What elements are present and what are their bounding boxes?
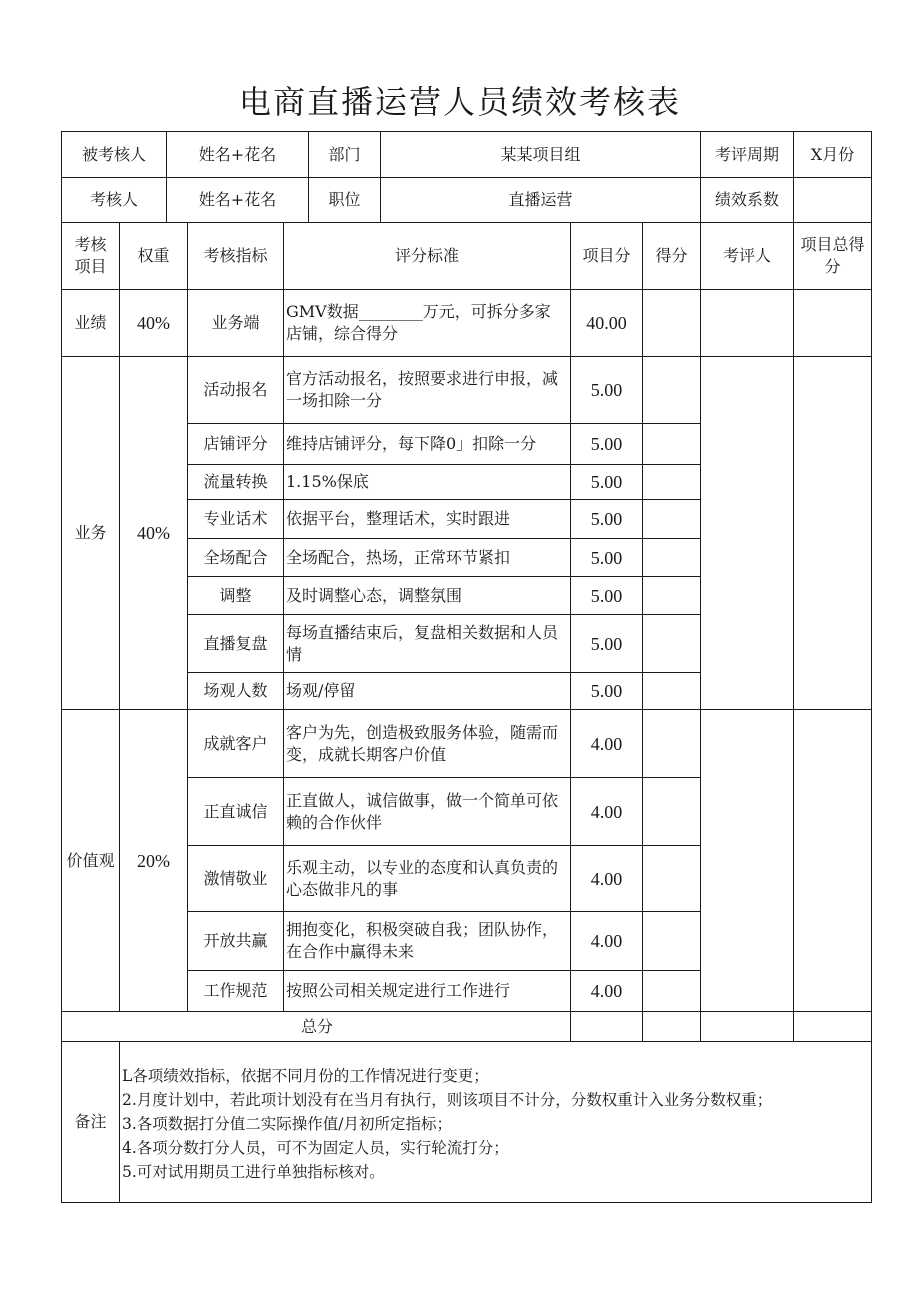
- section-weight: 40%: [119, 356, 188, 710]
- total-project-score: [793, 1011, 872, 1042]
- indicator-cell: 场观人数: [187, 672, 284, 710]
- position-value: 直播运营: [380, 177, 701, 223]
- standard-cell: 正直做人，诚信做事，做一个简单可依赖的合作伙伴: [283, 777, 571, 846]
- item-score-cell: 40.00: [570, 289, 643, 357]
- total-reviewer: [700, 1011, 794, 1042]
- assessor-name: 姓名+花名: [166, 177, 309, 223]
- score-cell: [642, 464, 701, 500]
- item-score-cell: 4.00: [570, 777, 643, 846]
- item-score-cell: 4.00: [570, 970, 643, 1012]
- notes-label: 备注: [61, 1041, 120, 1203]
- coef-value: [793, 177, 872, 223]
- standard-cell: 按照公司相关规定进行工作进行: [283, 970, 571, 1012]
- standard-cell: 客户为先，创造极致服务体验，随需而变，成就长期客户价值: [283, 709, 571, 778]
- standard-cell: 维持店铺评分，每下降0」扣除一分: [283, 423, 571, 465]
- score-cell: [642, 538, 701, 577]
- note-line: 5.可对试用期员工进行单独指标核对。: [122, 1163, 385, 1181]
- indicator-cell: 成就客户: [187, 709, 284, 778]
- standard-cell: 1.15%保底: [283, 464, 571, 500]
- period-value: X月份: [793, 131, 872, 178]
- col-total-score: 项目总得分: [793, 222, 872, 290]
- item-score-cell: 4.00: [570, 845, 643, 912]
- dept-value: 某某项目组: [380, 131, 701, 178]
- total-item-score: [570, 1011, 643, 1042]
- standard-cell: 场观/停留: [283, 672, 571, 710]
- total-score-cell: [793, 709, 872, 1012]
- section-weight: 40%: [119, 289, 188, 357]
- indicator-cell: 流量转换: [187, 464, 284, 500]
- col-item-score: 项目分: [570, 222, 643, 290]
- standard-cell: 官方活动报名，按照要求进行申报，减一场扣除一分: [283, 356, 571, 424]
- indicator-cell: 开放共赢: [187, 911, 284, 971]
- standard-cell: 全场配合，热场，正常环节紧扣: [283, 538, 571, 577]
- label-period: 考评周期: [700, 131, 794, 178]
- indicator-cell: 店铺评分: [187, 423, 284, 465]
- item-score-cell: 5.00: [570, 499, 643, 539]
- label-coef: 绩效系数: [700, 177, 794, 223]
- item-score-cell: 5.00: [570, 614, 643, 673]
- item-score-cell: 4.00: [570, 911, 643, 971]
- col-weight: 权重: [119, 222, 188, 290]
- reviewer-cell: [700, 289, 794, 357]
- standard-cell: 拥抱变化，积极突破自我；团队协作，在合作中赢得未来: [283, 911, 571, 971]
- item-score-cell: 5.00: [570, 672, 643, 710]
- section-weight: 20%: [119, 709, 188, 1012]
- score-cell: [642, 614, 701, 673]
- assessee-name: 姓名+花名: [166, 131, 309, 178]
- score-cell: [642, 911, 701, 971]
- indicator-cell: 全场配合: [187, 538, 284, 577]
- indicator-cell: 专业话术: [187, 499, 284, 539]
- score-cell: [642, 576, 701, 615]
- col-score: 得分: [642, 222, 701, 290]
- indicator-cell: 调整: [187, 576, 284, 615]
- score-cell: [642, 777, 701, 846]
- score-cell: [642, 356, 701, 424]
- score-cell: [642, 423, 701, 465]
- item-score-cell: 5.00: [570, 356, 643, 424]
- label-dept: 部门: [308, 131, 381, 178]
- score-cell: [642, 970, 701, 1012]
- standard-cell: 每场直播结束后，复盘相关数据和人员情: [283, 614, 571, 673]
- indicator-cell: 工作规范: [187, 970, 284, 1012]
- item-score-cell: 5.00: [570, 576, 643, 615]
- item-score-cell: 5.00: [570, 423, 643, 465]
- indicator-cell: 激情敬业: [187, 845, 284, 912]
- reviewer-cell: [700, 356, 794, 710]
- item-score-cell: 4.00: [570, 709, 643, 778]
- total-score: [642, 1011, 701, 1042]
- section-name: 业务: [61, 356, 120, 710]
- page-title: 电商直播运营人员绩效考核表: [238, 83, 681, 121]
- col-item: 考核项目: [61, 222, 120, 290]
- note-line: 4.各项分数打分人员，可不为固定人员，实行轮流打分；: [122, 1139, 509, 1157]
- score-cell: [642, 845, 701, 912]
- section-name: 价值观: [61, 709, 120, 1012]
- total-score-cell: [793, 289, 872, 357]
- col-reviewer: 考评人: [700, 222, 794, 290]
- note-line: L各项绩效指标，依据不同月份的工作情况进行变更；: [122, 1067, 489, 1085]
- indicator-cell: 正直诚信: [187, 777, 284, 846]
- section-name: 业绩: [61, 289, 120, 357]
- score-cell: [642, 499, 701, 539]
- note-line: 2.月度计划中，若此项计划没有在当月有执行，则该项目不计分，分数权重计入业务分数权重；: [122, 1091, 773, 1109]
- standard-cell: 乐观主动，以专业的态度和认真负责的心态做非凡的事: [283, 845, 571, 912]
- item-score-cell: 5.00: [570, 464, 643, 500]
- label-assessee: 被考核人: [61, 131, 167, 178]
- notes-content: [119, 1041, 872, 1203]
- col-standard: 评分标准: [283, 222, 571, 290]
- indicator-cell: 业务端: [187, 289, 284, 357]
- score-cell: [642, 289, 701, 357]
- label-assessor: 考核人: [61, 177, 167, 223]
- score-cell: [642, 672, 701, 710]
- indicator-cell: 直播复盘: [187, 614, 284, 673]
- note-line: 3.各项数据打分值二实际操作值/月初所定指标；: [122, 1115, 453, 1133]
- score-cell: [642, 709, 701, 778]
- reviewer-cell: [700, 709, 794, 1012]
- item-score-cell: 5.00: [570, 538, 643, 577]
- total-score-cell: [793, 356, 872, 710]
- total-label: 总分: [61, 1011, 571, 1042]
- col-indicator: 考核指标: [187, 222, 284, 290]
- indicator-cell: 活动报名: [187, 356, 284, 424]
- standard-cell: 及时调整心态，调整氛围: [283, 576, 571, 615]
- standard-cell: 依据平台，整理话术，实时跟进: [283, 499, 571, 539]
- label-position: 职位: [308, 177, 381, 223]
- standard-cell: GMV数据________万元，可拆分多家店铺，综合得分: [283, 289, 571, 357]
